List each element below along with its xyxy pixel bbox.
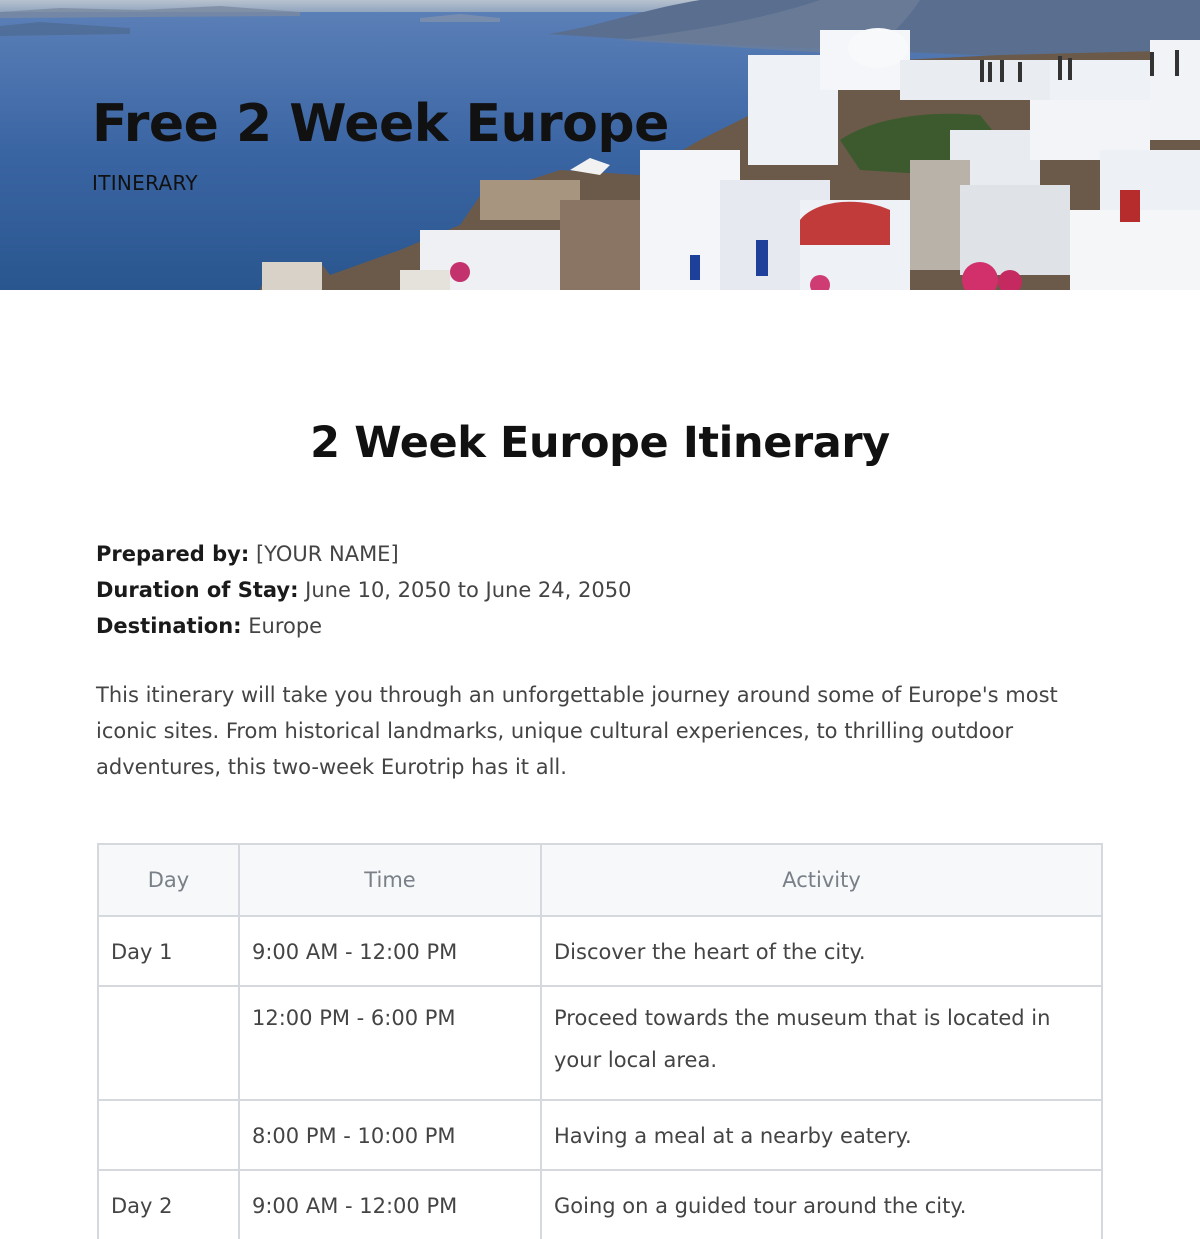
duration-line	[96, 572, 631, 608]
document-meta	[96, 536, 631, 644]
cell-activity: Having a meal at a nearby eatery.	[540, 1099, 1103, 1169]
header-time: Time	[238, 843, 540, 915]
header-activity: Activity	[540, 843, 1103, 915]
cell-activity: Going on a guided tour around the city.	[540, 1169, 1103, 1239]
cell-day: Day 2	[97, 1169, 238, 1239]
prepared-by-line	[96, 536, 631, 572]
table-row	[97, 1169, 1103, 1239]
table-header-row	[97, 843, 1103, 915]
intro-paragraph: This itinerary will take you through an unforgettable journey around some of Europe's most iconic sites. From historical landmarks, unique cultural experiences, to thrilling outdoor adventures, this two-week Eurotrip has it all.	[96, 683, 1058, 779]
table-row	[97, 985, 1103, 1099]
header-day: Day	[97, 843, 238, 915]
cell-activity: Discover the heart of the city.	[540, 915, 1103, 985]
cell-time: 8:00 PM - 10:00 PM	[238, 1099, 540, 1169]
cell-time: 9:00 AM - 12:00 PM	[238, 1169, 540, 1239]
cell-day	[97, 985, 238, 1099]
table-row	[97, 915, 1103, 985]
destination-line	[96, 608, 631, 644]
itinerary-table	[97, 843, 1103, 1239]
cell-time: 12:00 PM - 6:00 PM	[238, 985, 540, 1099]
cell-day	[97, 1099, 238, 1169]
duration-label: Duration of Stay:	[96, 578, 299, 602]
cell-time: 9:00 AM - 12:00 PM	[238, 915, 540, 985]
cell-day: Day 1	[97, 915, 238, 985]
duration-value: June 10, 2050 to June 24, 2050	[305, 578, 632, 602]
prepared-by-label: Prepared by:	[96, 542, 250, 566]
header-banner	[0, 0, 1200, 290]
banner-title: Free 2 Week Europe	[92, 94, 669, 154]
document-title: 2 Week Europe Itinerary	[310, 418, 890, 468]
banner-subtitle: ITINERARY	[92, 171, 198, 195]
prepared-by-value: [YOUR NAME]	[255, 542, 399, 566]
destination-label: Destination:	[96, 614, 242, 638]
destination-value: Europe	[248, 614, 323, 638]
table-row	[97, 1099, 1103, 1169]
cell-activity: Proceed towards the museum that is located in your local area.	[540, 985, 1103, 1099]
